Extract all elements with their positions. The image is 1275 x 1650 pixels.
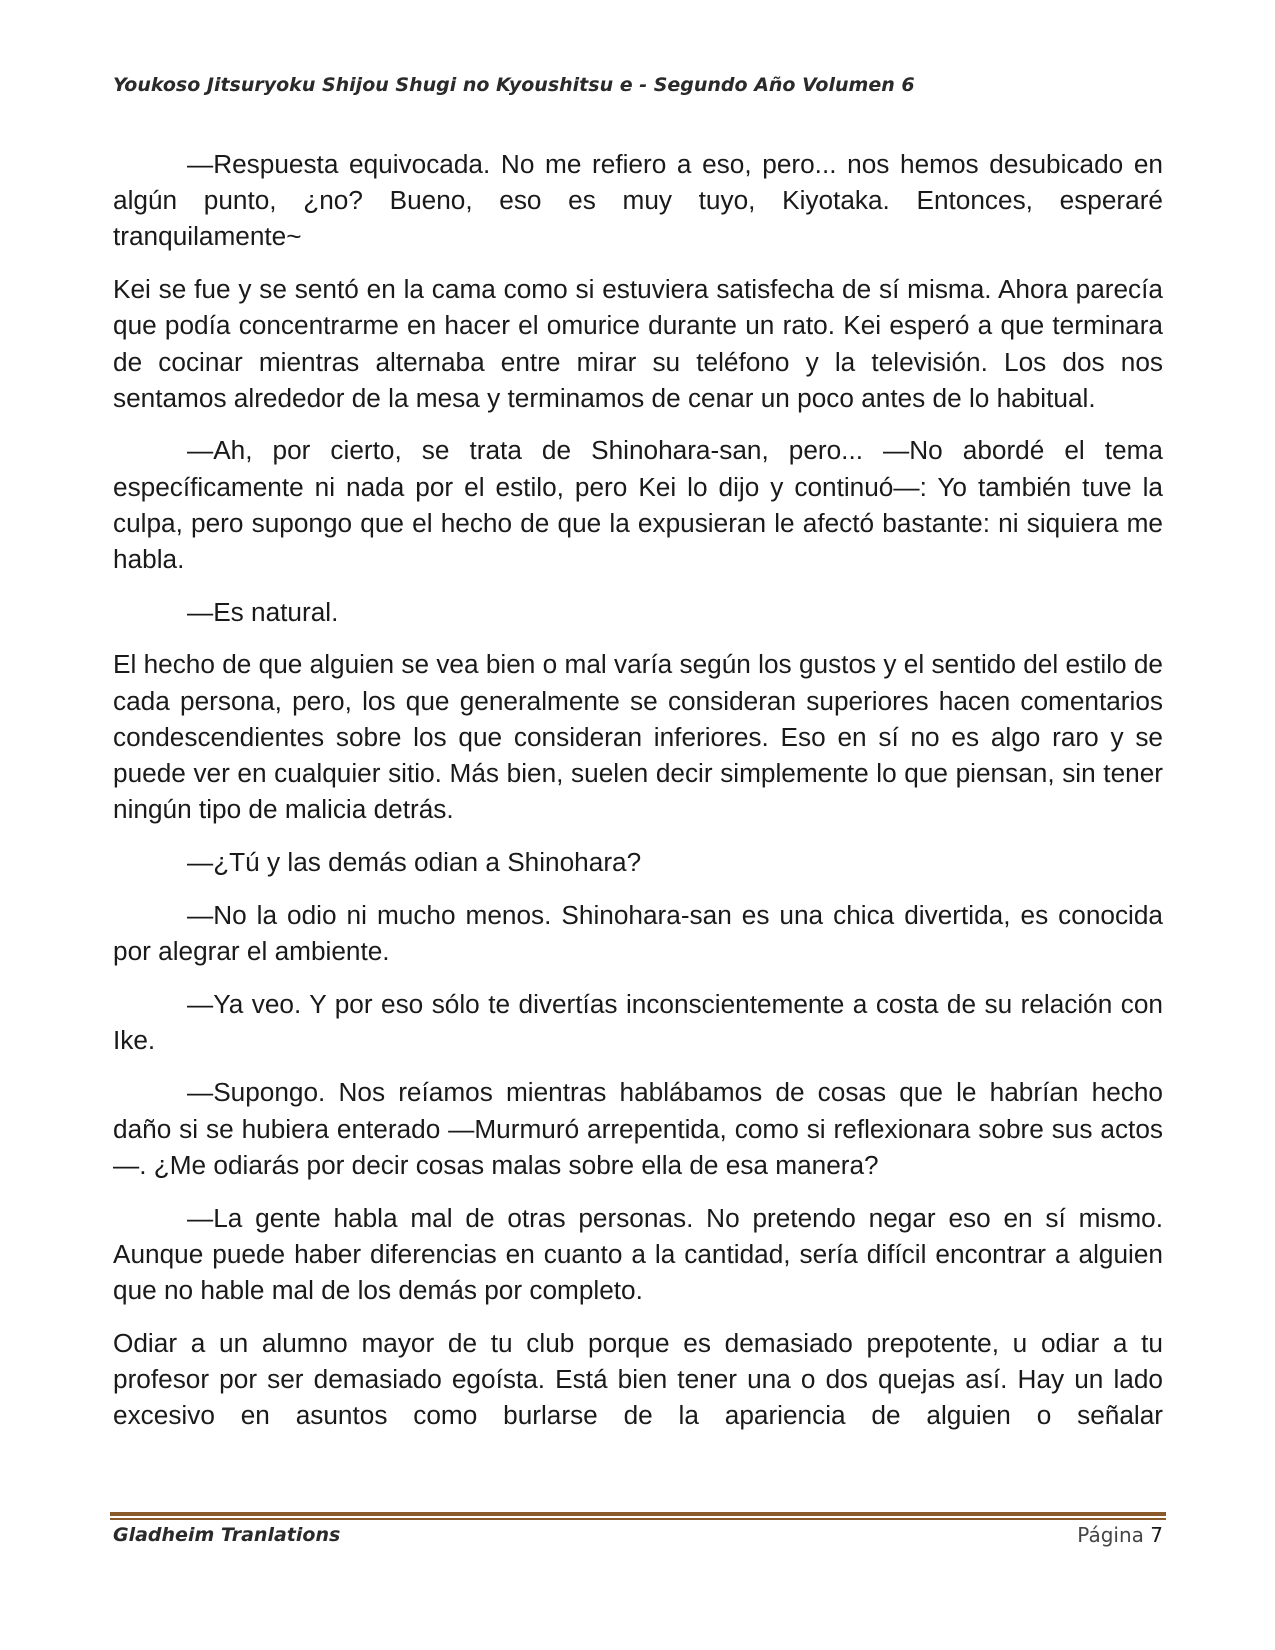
footer-divider (110, 1512, 1166, 1520)
paragraph: —Supongo. Nos reíamos mientras hablábamos de cosas que le habrían hecho daño si se hubiera enterado —Murmuró arrepentida, como si reflexionara sobre sus actos—. ¿Me odiarás por decir cosas malas sobre ella de esa manera? (113, 1077, 1163, 1180)
paragraph: Odiar a un alumno mayor de tu club porque es demasiado prepotente, u odiar a tu profesor por ser demasiado egoísta. Está bien tener una o dos quejas así. Hay un lado excesivo en asuntos como burlarse de la apariencia de alguien o señalar (113, 1327, 1163, 1431)
running-header-title: Youkoso Jitsuryoku Shijou Shugi no Kyoushitsu e - Segundo Año Volumen 6 (113, 74, 915, 96)
page-number: 7 (1150, 1523, 1163, 1547)
body-text (113, 146, 1163, 1433)
paragraph: —Respuesta equivocada. No me refiero a eso, pero... nos hemos desubicado en algún punto, ¿no? Bueno, eso es muy tuyo, Kiyotaka. Entonces, esperaré tranquilamente~ (113, 149, 1163, 252)
page-label: Página (1077, 1523, 1144, 1547)
page-indicator (1077, 1523, 1163, 1547)
paragraph: —Es natural. (187, 596, 339, 627)
paragraph: —Ya veo. Y por eso sólo te divertías inconscientemente a costa de su relación con Ike. (113, 988, 1163, 1055)
paragraph: El hecho de que alguien se vea bien o mal varía según los gustos y el sentido del estilo de cada persona, pero, los que generalmente se consideran superiores hacen comentarios condescendientes sobre los que consideran inferiores. Eso en sí no es algo raro y se puede ver en cualquier sitio. Más bien, suelen decir simplemente lo que piensan, sin tener ningún tipo de malicia detrás. (113, 649, 1163, 825)
paragraph: —Ah, por cierto, se trata de Shinohara-san, pero... —No abordé el tema específicamente ni nada por el estilo, pero Kei lo dijo y continuó—: Yo también tuve la culpa, pero supongo que el hecho de que la expusieran le afectó bastante: ni siquiera me habla. (113, 435, 1163, 575)
footer-translator: Gladheim Tranlations (113, 1524, 341, 1546)
paragraph: —La gente habla mal de otras personas. No pretendo negar eso en sí mismo. Aunque puede haber diferencias en cuanto a la cantidad, sería difícil encontrar a alguien que no hable mal de los demás por completo. (113, 1202, 1163, 1305)
paragraph: —¿Tú y las demás odian a Shinohara? (187, 846, 642, 877)
paragraph: —No la odio ni mucho menos. Shinohara-san es una chica divertida, es conocida por alegrar el ambiente. (113, 899, 1163, 966)
paragraph: Kei se fue y se sentó en la cama como si estuviera satisfecha de sí misma. Ahora parecía que podía concentrarme en hacer el omurice durante un rato. Kei esperó a que terminara de cocinar mientras alternaba entre mirar su teléfono y la televisión. Los dos nos sentamos alrededor de la mesa y terminamos de cenar un poco antes de lo habitual. (113, 274, 1163, 413)
